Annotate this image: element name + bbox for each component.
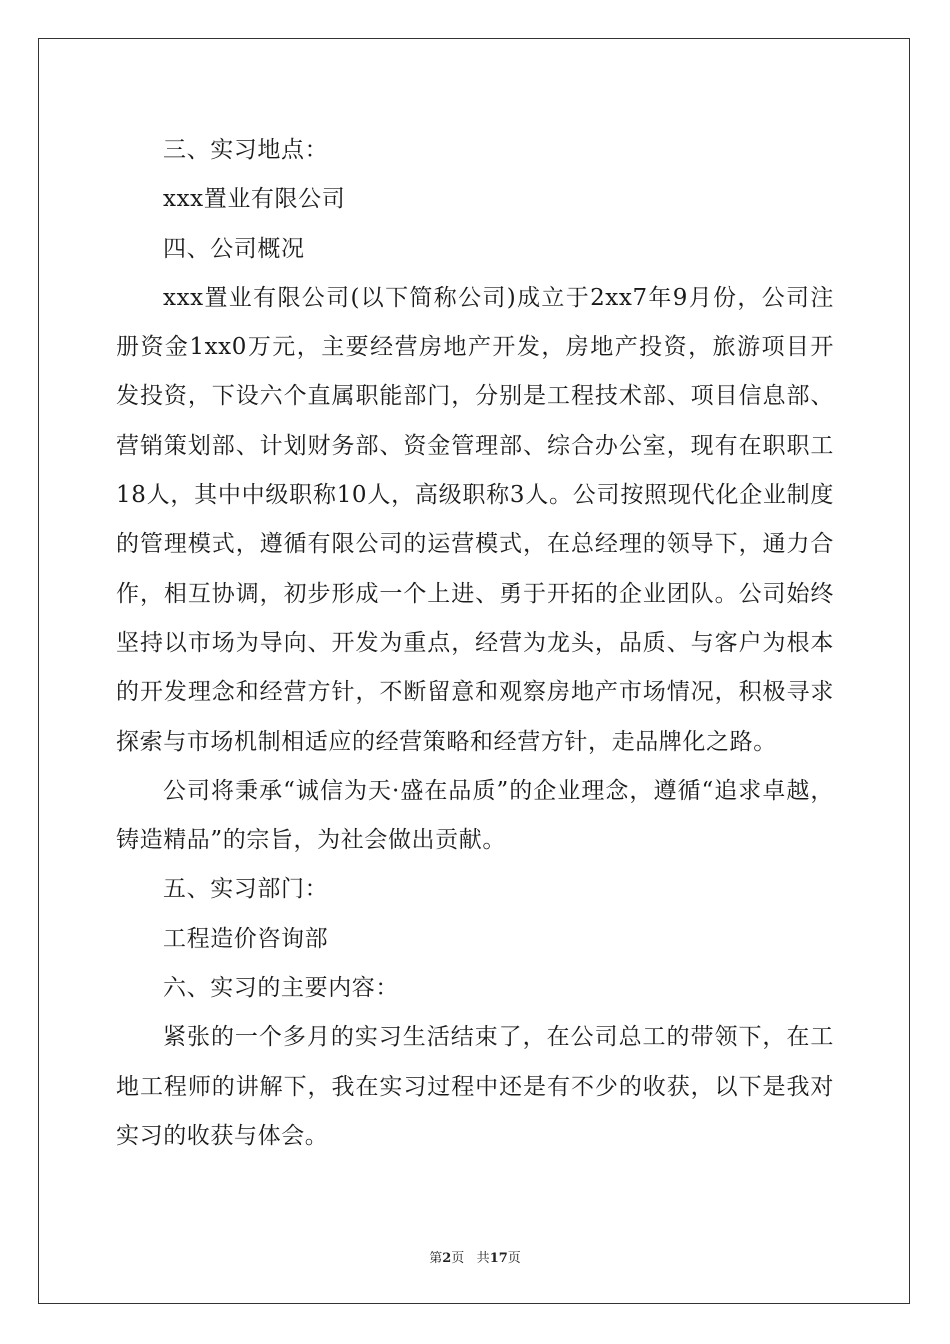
page-prefix: 第 [429,1251,443,1266]
department-name: 工程造价咨询部 [163,925,329,952]
company-philosophy-paragraph: 公司将秉承“诚信为天·盛在品质”的企业理念，遵循“追求卓越，铸造精品”的宗旨，为社会做出贡献。 [116,777,834,854]
internship-summary-paragraph: 紧张的一个多月的实习生活结束了，在公司总工的带领下，在工地工程师的讲解下，我在实习过程中还是有不少的收获，以下是我对实习的收获与体会。 [116,1024,834,1149]
page-footer [0,1247,950,1266]
page-number: 2 [442,1251,452,1266]
total-pages: 17 [489,1251,508,1266]
company-overview-paragraph: xxx置业有限公司(以下简称公司)成立于2xx7年9月份，公司注册资金1xx0万元，主要经营房地产开发，房地产投资，旅游项目开发投资，下设六个直属职能部门，分别是工程技术部、项目信息部、营销策划部、计划财务部、资金管理部、综合办公室，现有在职职工18人，其中中级职称10人，高级职称3人。公司按照现代化企业制度的管理模式，遵循有限公司的运营模式，在总经理的领导下，通力合作，相互协调，初步形成一个上进、勇于开拓的企业团队。公司始终坚持以市场为导向、开发为重点，经营为龙头，品质、与客户为根本的开发理念和经营方针，不断留意和观察房地产市场情况，积极寻求探索与市场机制相适应的经营策略和经营方针，走品牌化之路。 [116,284,834,755]
section-heading-location: 三、实习地点： [163,137,329,163]
total-suffix: 页 [507,1251,521,1266]
section-heading-department: 五、实习部门： [163,876,329,903]
section-heading-content: 六、实习的主要内容： [163,975,399,1002]
section-heading-overview: 四、公司概况 [163,235,305,262]
company-name: xxx置业有限公司 [163,186,346,213]
document-body [116,126,834,1161]
page-suffix: 页 [451,1251,465,1266]
total-prefix: 共 [476,1251,490,1266]
